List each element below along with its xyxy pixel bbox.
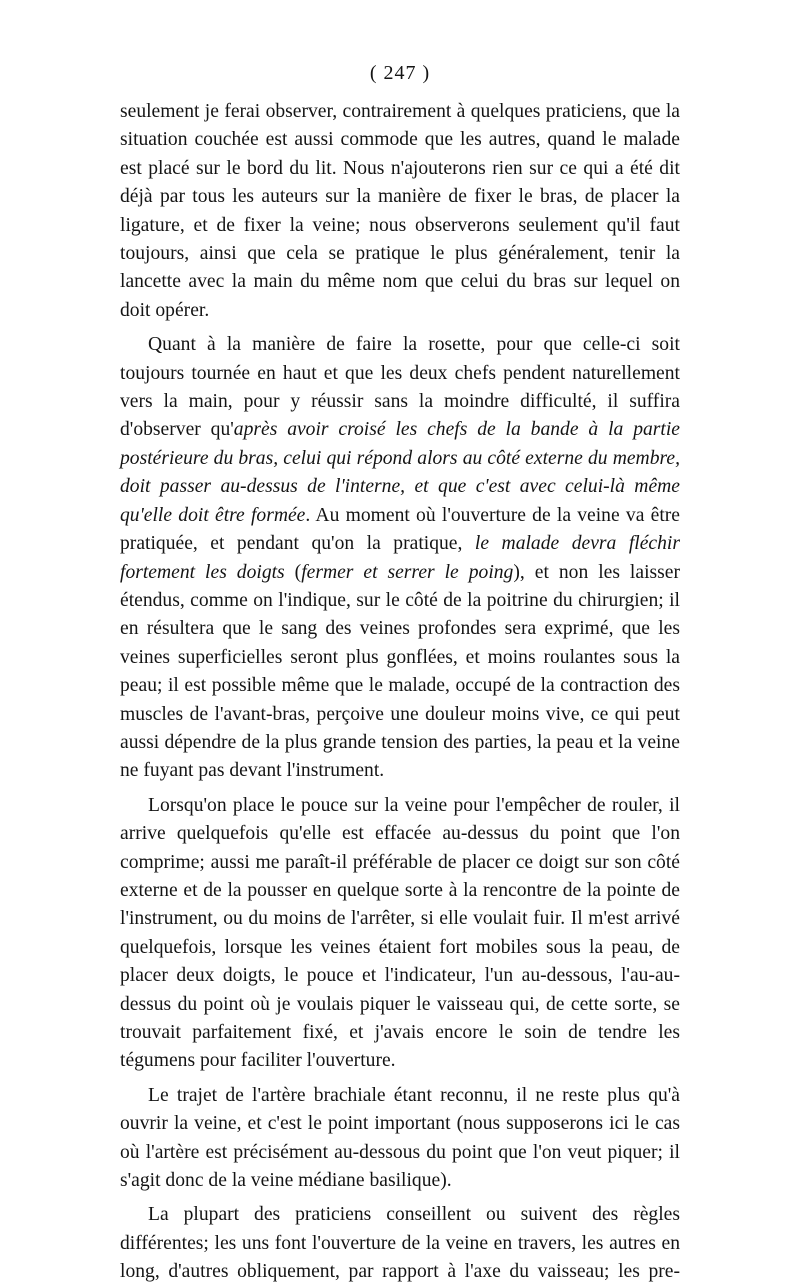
- text-run: . Au moment où l'ouverture de la veine va être pratiquée, et pendant qu'on la pratique,: [120, 504, 680, 555]
- text-run: La plupart des praticiens conseillent ou suivent des règles différentes; les uns font l'ouverture de la veine en travers, les autres en long, d'autres obliquement, par rapport à l'axe du vaisseau; les pre-: [120, 1204, 680, 1283]
- italic-run: le malade devra fléchir fortement les doigts: [120, 533, 680, 583]
- text-run: ), et non les laisser étendus, comme on l'indique, sur le côté de la poitrine du chirurgien; il en résultera que le sang des veines profondes sera exprimé, que les veines superficielles seront plus gonflées, et moins roulantes sous la peau; il est possible même que le malade, occupé de la contraction des muscles de l'avant-bras, perçoive une douleur moins vive, ce qui peut aussi dépendre de la plus grande tension des parties, la peau et la veine ne fuyant pas devant l'instrument.: [120, 561, 680, 782]
- paragraph-4: [120, 1082, 680, 1196]
- italic-run: après avoir croisé les chefs de la bande à la partie postérieure du bras, celui qui répond alors au côté externe du membre, doit passer au-dessus de l'interne, et que c'est avec celui-là même qu'elle doit être formée: [120, 419, 680, 526]
- paragraph-5: [120, 1201, 680, 1286]
- text-run: (: [284, 561, 302, 583]
- text-run: seulement je ferai observer, contrairement à quelques praticiens, que la situation couchée est aussi commode que les autres, quand le malade est placé sur le bord du lit. Nous n'ajouterons rien sur ce qui a été dit déjà par tous les auteurs sur la manière de fixer le bras, de placer la ligature, et de fixer la veine; nous observerons seulement qu'il faut toujours, ainsi que cela se pratique le plus généralement, tenir la lancette avec la main du même nom que celui du bras sur lequel on doit opérer.: [120, 101, 680, 321]
- text-run: Le trajet de l'artère brachiale étant reconnu, il ne reste plus qu'à ouvrir la veine, et c'est le point important (nous supposerons ici le cas où l'artère est précisément au-dessous du point que l'on veut piquer; il s'agit donc de la veine médiane basilique).: [120, 1084, 680, 1192]
- text-body: [120, 98, 680, 1287]
- paragraph-2: [120, 331, 680, 786]
- page-number: ( 247 ): [369, 62, 431, 84]
- paragraph-1: [120, 98, 680, 325]
- paragraph-3: [120, 792, 680, 1076]
- italic-run: fermer et serrer le poing: [301, 561, 514, 583]
- text-run: Lorsqu'on place le pouce sur la veine pour l'empêcher de rouler, il arrive quelquefois qu'elle est effacée au-dessus du point que l'on comprime; aussi me paraît-il préférable de placer ce doigt sur son côté externe et de la pousser en quelque sorte à la rencontre de la pointe de l'instrument, ou du moins de l'arrêter, si elle voulait fuir. Il m'est arrivé quelquefois, lorsque les veines étaient fort mobiles sous la peau, de placer deux doigts, le pouce et l'indicateur, l'un au-dessous, l'au-au-dessus du point où je voulais piquer le vaisseau qui, de cette sorte, se trouvait parfaitement fixé, et j'avais encore le soin de tendre les tégumens pour faciliter l'ouverture.: [120, 794, 680, 1072]
- text-run: Quant à la manière de faire la rosette, pour que celle-ci soit toujours tournée en haut et que les deux chefs pendent naturellement vers la main, pour y réussir sans la moindre difficulté, il suffira d'observer qu': [120, 334, 680, 441]
